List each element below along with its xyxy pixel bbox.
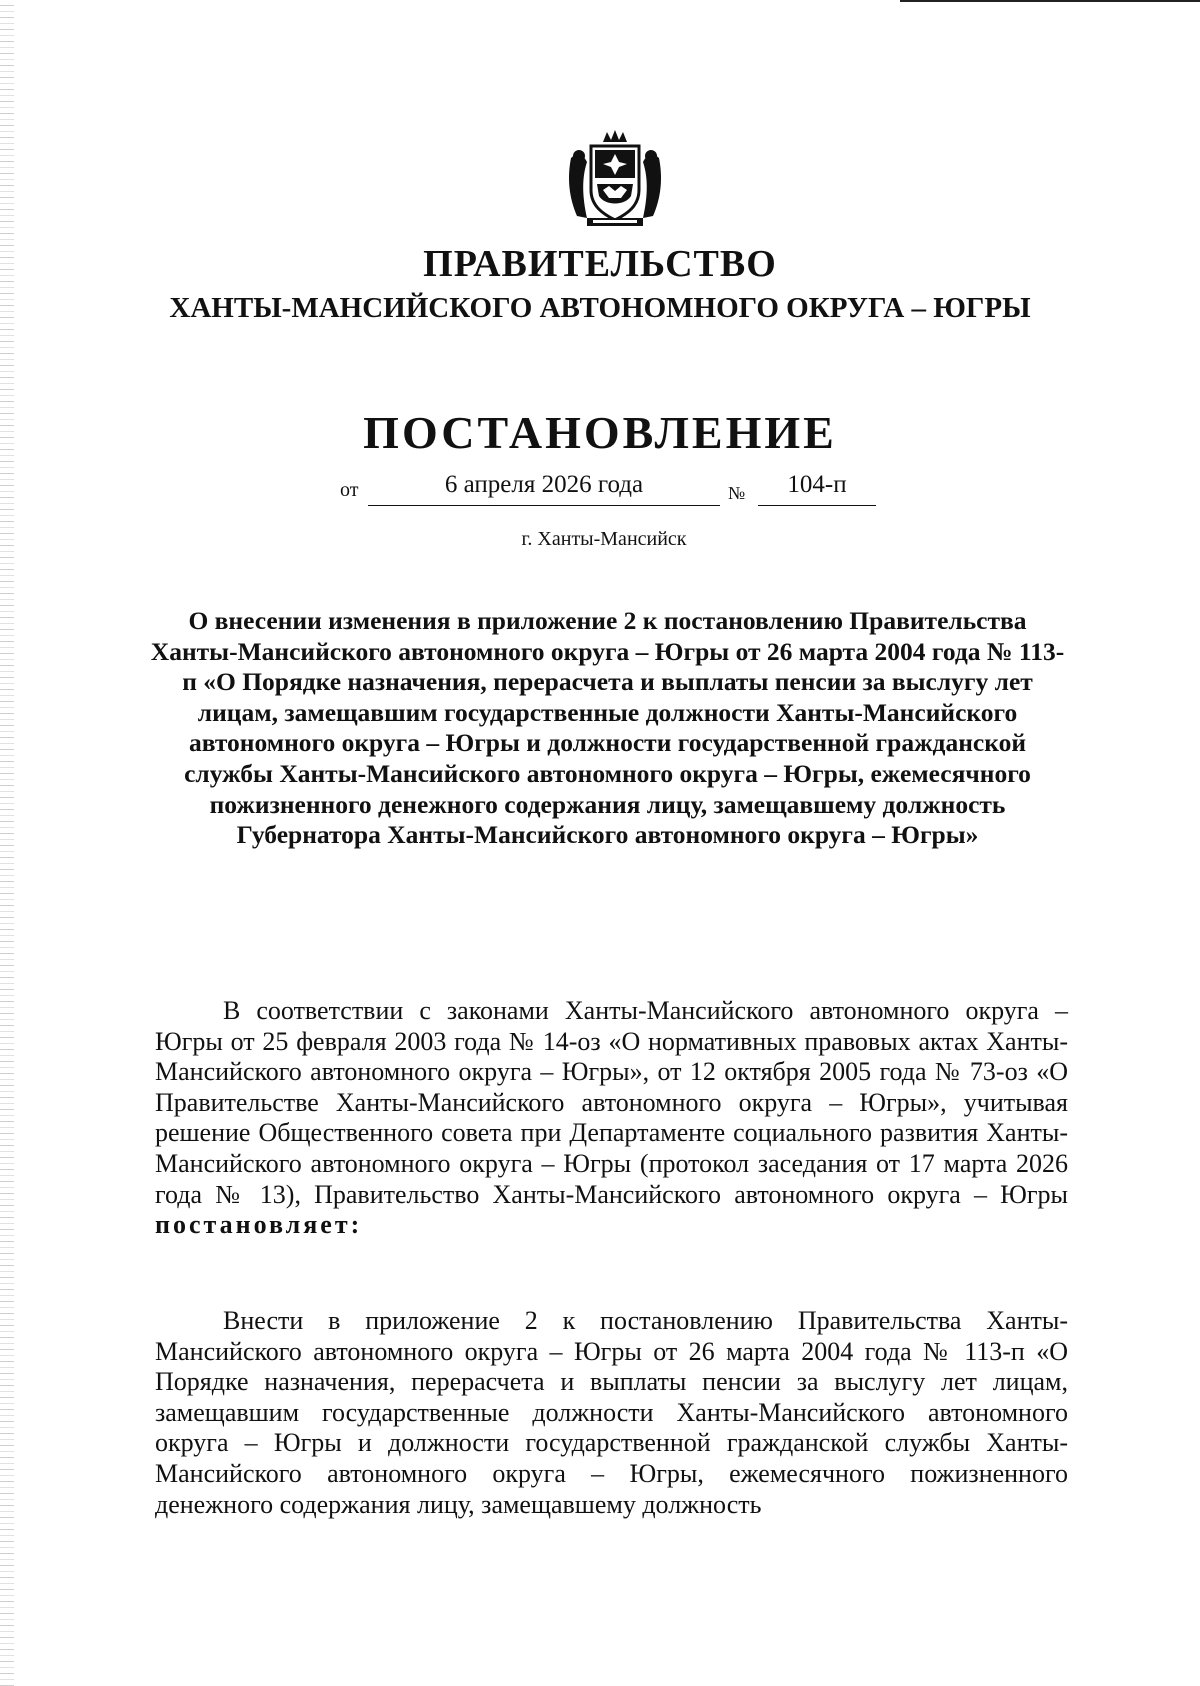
document-date: 6 апреля 2026 года xyxy=(368,471,720,506)
decision-text: Внести в приложение 2 к постановлению Правительства Ханты-Мансийского автономного округа – Югры от 26 марта 2004 года № 113-п «О Порядке назначения, перерасчета и выплаты пенсии за выслугу лет лицам, замещавшим государственные должности Ханты-Мансийского автономного округа – Югры и должности государственной гражданской службы Ханты-Мансийского автономного округа – Югры, ежемесячного пожизненного денежного содержания лицу, замещавшему должность xyxy=(155,1306,1068,1519)
number-label: № xyxy=(728,483,746,503)
city: г. Ханты-Мансийск xyxy=(521,528,687,550)
resolves-word: постановляет: xyxy=(155,1210,363,1240)
document-number: 104-п xyxy=(758,471,876,506)
paragraph-preamble xyxy=(155,996,1068,1241)
paragraph-decision xyxy=(155,1306,1068,1520)
coat-of-arms-icon xyxy=(565,128,665,230)
date-number-row xyxy=(340,471,880,511)
region-title: ХАНТЫ-МАНСИЙСКОГО АВТОНОМНОГО ОКРУГА – ЮГРЫ xyxy=(169,292,1031,324)
document-subject: О внесении изменения в приложение 2 к постановлению Правительства Ханты-Мансийского автономного округа – Югры от 26 марта 2004 года № 113-п «О Порядке назначения, перерасчета и выплаты пенсии за выслугу лет лицам, замещавшим государственные должности Ханты-Мансийского автономного округа – Югры и должности государственной гражданской службы Ханты-Мансийского автономного округа – Югры, ежемесячного пожизненного денежного содержания лицу, замещавшему должность Губернатора Ханты-Мансийского автономного округа – Югры» xyxy=(150,606,1065,850)
government-title: ПРАВИТЕЛЬСТВО xyxy=(423,243,777,285)
scan-edge-top xyxy=(900,0,1200,2)
document-type: ПОСТАНОВЛЕНИЕ xyxy=(363,407,837,458)
from-label: от xyxy=(340,479,359,501)
preamble-text: В соответствии с законами Ханты-Мансийского автономного округа – Югры от 25 февраля 2003 года № 14-оз «О нормативных правовых актах Ханты-Мансийского автономного округа – Югры», от 12 октября 2005 года № 73-оз «О Правительстве Ханты-Мансийского автономного округа – Югры», учитывая решение Общественного совета при Департаменте социального развития Ханты-Мансийского автономного округа – Югры (протокол заседания от 17 марта 2026 года № 13), Правительство Ханты-Мансийского автономного округа – Югры xyxy=(155,996,1068,1209)
